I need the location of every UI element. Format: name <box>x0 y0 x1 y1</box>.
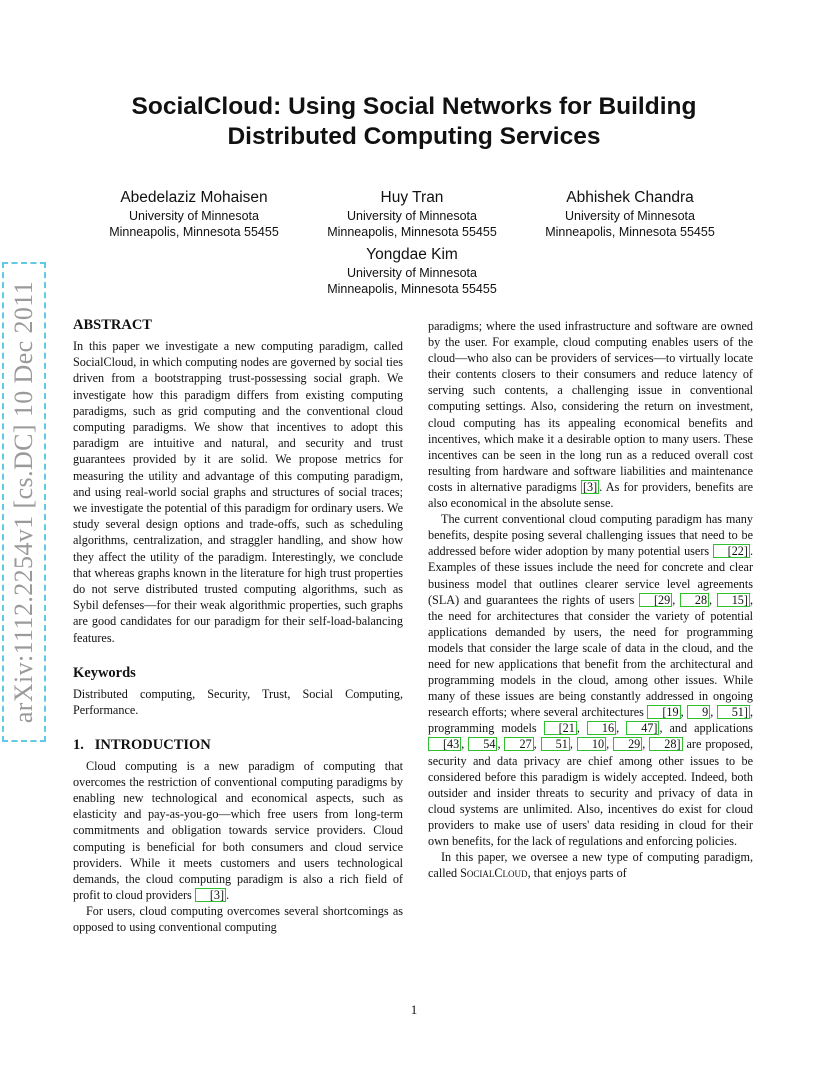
citation-link[interactable]: 29 <box>613 737 642 751</box>
citation-link[interactable]: [21 <box>544 721 577 735</box>
body-text: . Examples of these issues include the need for concrete and clear business model that outlines clearer service level agreements (SLA) and guarantees the rights of users <box>428 544 753 607</box>
body-text: , that enjoys parts of <box>527 866 627 881</box>
left-column <box>73 316 403 935</box>
paper-title <box>60 92 768 152</box>
introduction-heading: 1. INTRODUCTION <box>73 737 211 754</box>
citation-link[interactable]: 9 <box>687 705 710 719</box>
citation-link[interactable]: [43 <box>428 737 461 751</box>
author-affiliation: University of Minnesota <box>347 266 477 280</box>
citation-link[interactable]: 15] <box>717 593 750 607</box>
intro-text: Cloud computing is a new paradigm of computing that overcomes the restriction of conventional computing paradigms by enabling new technological and economical aspects, such as elasticity and pay-as-you-go—which free users from long-term commitments and obligation towards service providers. Cloud computing is beneficial for both consumers and cloud service providers. While it meets customers and users technological demands, the cloud computing paradigm is also a rich field of profit to cloud providers <box>73 759 403 902</box>
author-name: Yongdae Kim <box>366 246 458 263</box>
author-address: Minneapolis, Minnesota 55455 <box>327 225 497 239</box>
citation-link[interactable]: 47] <box>626 721 659 735</box>
author-affiliation: University of Minnesota <box>565 209 695 223</box>
right-column <box>428 318 753 881</box>
citation-link[interactable]: 51] <box>717 705 750 719</box>
abstract-text: In this paper we investigate a new computing paradigm, called SocialCloud, in which computing nodes are governed by social ties driven from a bootstrapping trust-possessing social graph. We investigate how this paradigm differs from existing computing paradigms, such as grid computing and the conventional cloud computing paradigms. We show that incentives to adopt this paradigm are intuitive and natural, and security and trust guarantees provided by it are solid. We propose metrics for measuring the utility and advantage of this computing paradigm, and using real-world social graphs and structures of social traces; we investigate the potential of this paradigm for ordinary users. We study several design options and trade-offs, such as scheduling algorithms, centralization, and straggler handling, and show how they affect the utility of the paradigm. Interestingly, we conclude that whereas graphs known in the literature for high trust properties do not serve distributed trusted computing algorithms, such as Sybil defenses—for their weak algorithmic properties, such graphs are good candidates for our paradigm for their self-load-balancing features. <box>73 339 403 645</box>
page-number: 1 <box>410 1002 418 1017</box>
body-paragraph <box>428 849 753 881</box>
body-text: The current conventional cloud computing paradigm has many benefits, despite posing several challenging issues that need to be addressed before wider adoption by many potential users <box>428 512 753 559</box>
author-block <box>520 188 740 240</box>
body-text: paradigms; where the used infrastructure and software are owned by the user. For example, cloud computing enables users of the cloud—who also can be providers of services—to virtually locate their contents closers to their consumers and reduce latency of serving such contents, a challenging issue in conventional computing settings. Also, considering the return on investment, cloud computing has its appealing economical benefits and incentives, which make it a desirable option to many users. These incentives can be seen in the long run as a reduced overall cost resulting from hardware and software liabilities and maintenance costs in alternative paradigms <box>428 319 753 494</box>
citation-link[interactable]: [3] <box>195 888 226 902</box>
citation-link[interactable]: 51 <box>541 737 570 751</box>
body-text: , programming models <box>428 705 753 736</box>
author-name: Abedelaziz Mohaisen <box>120 189 268 206</box>
citation-link[interactable]: 28 <box>680 593 709 607</box>
system-name: SocialCloud <box>460 866 528 881</box>
body-paragraph <box>428 318 753 511</box>
citation-link[interactable]: 28] <box>649 737 682 751</box>
author-block <box>302 245 522 297</box>
author-affiliation: University of Minnesota <box>129 209 259 223</box>
body-paragraph: The current conventional cloud computing paradigm has many benefits, despite posing several challenging issues that need to be addressed before wider adoption by many potential users [22] . Examples of these issues include the need for concrete and clear business model that outlines clearer service level agreements (SLA) and guarantees the rights of users [29 , 28 , 15] , the need for architectures that consider the variety of potential applications demanded by users, the need for programming models that consider the large scale of data in the cloud, and the need for new applications that benefit from the architectural and programming models in the cloud, among other issues. While many of these issues are being constantly addressed in ongoing research efforts; where several architectures [19 , 9 , 51] , programming models [21 , 16 , 47] , and applications [43 , 54 , 27 , 51 , 10 , 29 , 28] are proposed, security and data privacy are chief among other issues to be considered before this paradigm is widely accepted. Indeed, both outsider and insider threats to security and privacy of data in cloud systems are unlimited. Also, incentives do exist for cloud providers to make use of users' data residing in cloud for their own benefits, for the lack of regulations and enforcing policies. <box>428 512 754 848</box>
title-line-1: SocialCloud: Using Social Networks for Building <box>131 93 697 120</box>
citation-link[interactable]: [19 <box>647 705 680 719</box>
body-text: , the need for architectures that consider the variety of potential applications demanded by users, the need for programming models that consider the large scale of data in the cloud, and the need for new applications that benefit from the architectural and programming models in the cloud, among other issues. While many of these issues are being constantly addressed in ongoing research efforts; where several architectures <box>428 592 753 720</box>
intro-paragraph <box>73 758 403 903</box>
citation-link[interactable]: 54 <box>468 737 497 751</box>
citation-link[interactable]: 27 <box>504 737 533 751</box>
author-address: Minneapolis, Minnesota 55455 <box>545 225 715 239</box>
citation-link[interactable]: 16 <box>587 721 616 735</box>
citation-link[interactable]: 10 <box>577 737 606 751</box>
body-text: . As for providers, benefits are also economical in the absolute sense. <box>428 479 753 511</box>
author-address: Minneapolis, Minnesota 55455 <box>109 225 279 239</box>
body-text: are proposed, security and data privacy are chief among other issues to be considered before this paradigm is widely accepted. Indeed, both outsider and insider threats to security and privacy of data in cloud systems are unlimited. Also, incentives do exist for cloud providers to make use of users' data residing in cloud for their own benefits, for the lack of regulations and enforcing policies. <box>428 737 754 848</box>
author-name: Abhishek Chandra <box>566 189 694 206</box>
keywords-heading: Keywords <box>73 664 136 681</box>
abstract-heading: ABSTRACT <box>73 317 152 333</box>
body-text: In this paper, we oversee a new type of computing paradigm, called <box>428 850 753 881</box>
keywords-text: Distributed computing, Security, Trust, Social Computing, Performance. <box>73 686 403 717</box>
author-name: Huy Tran <box>380 189 444 206</box>
arxiv-id: arXiv:1112.2254v1 [cs.DC] 10 Dec 2011 <box>9 280 38 724</box>
title-line-2: Distributed Computing Services <box>227 123 601 150</box>
author-affiliation: University of Minnesota <box>347 209 477 223</box>
author-block <box>84 188 304 240</box>
body-text: , and applications <box>659 721 754 736</box>
arxiv-stamp <box>2 262 46 742</box>
author-block <box>302 188 522 240</box>
intro-text: . <box>226 887 230 902</box>
intro-paragraph: For users, cloud computing overcomes several shortcomings as opposed to using conventional computing <box>73 903 403 934</box>
citation-link[interactable]: [29 <box>639 593 672 607</box>
author-address: Minneapolis, Minnesota 55455 <box>327 282 497 296</box>
citation-link[interactable]: [22] <box>713 544 750 558</box>
citation-link[interactable]: [3] <box>582 479 598 494</box>
